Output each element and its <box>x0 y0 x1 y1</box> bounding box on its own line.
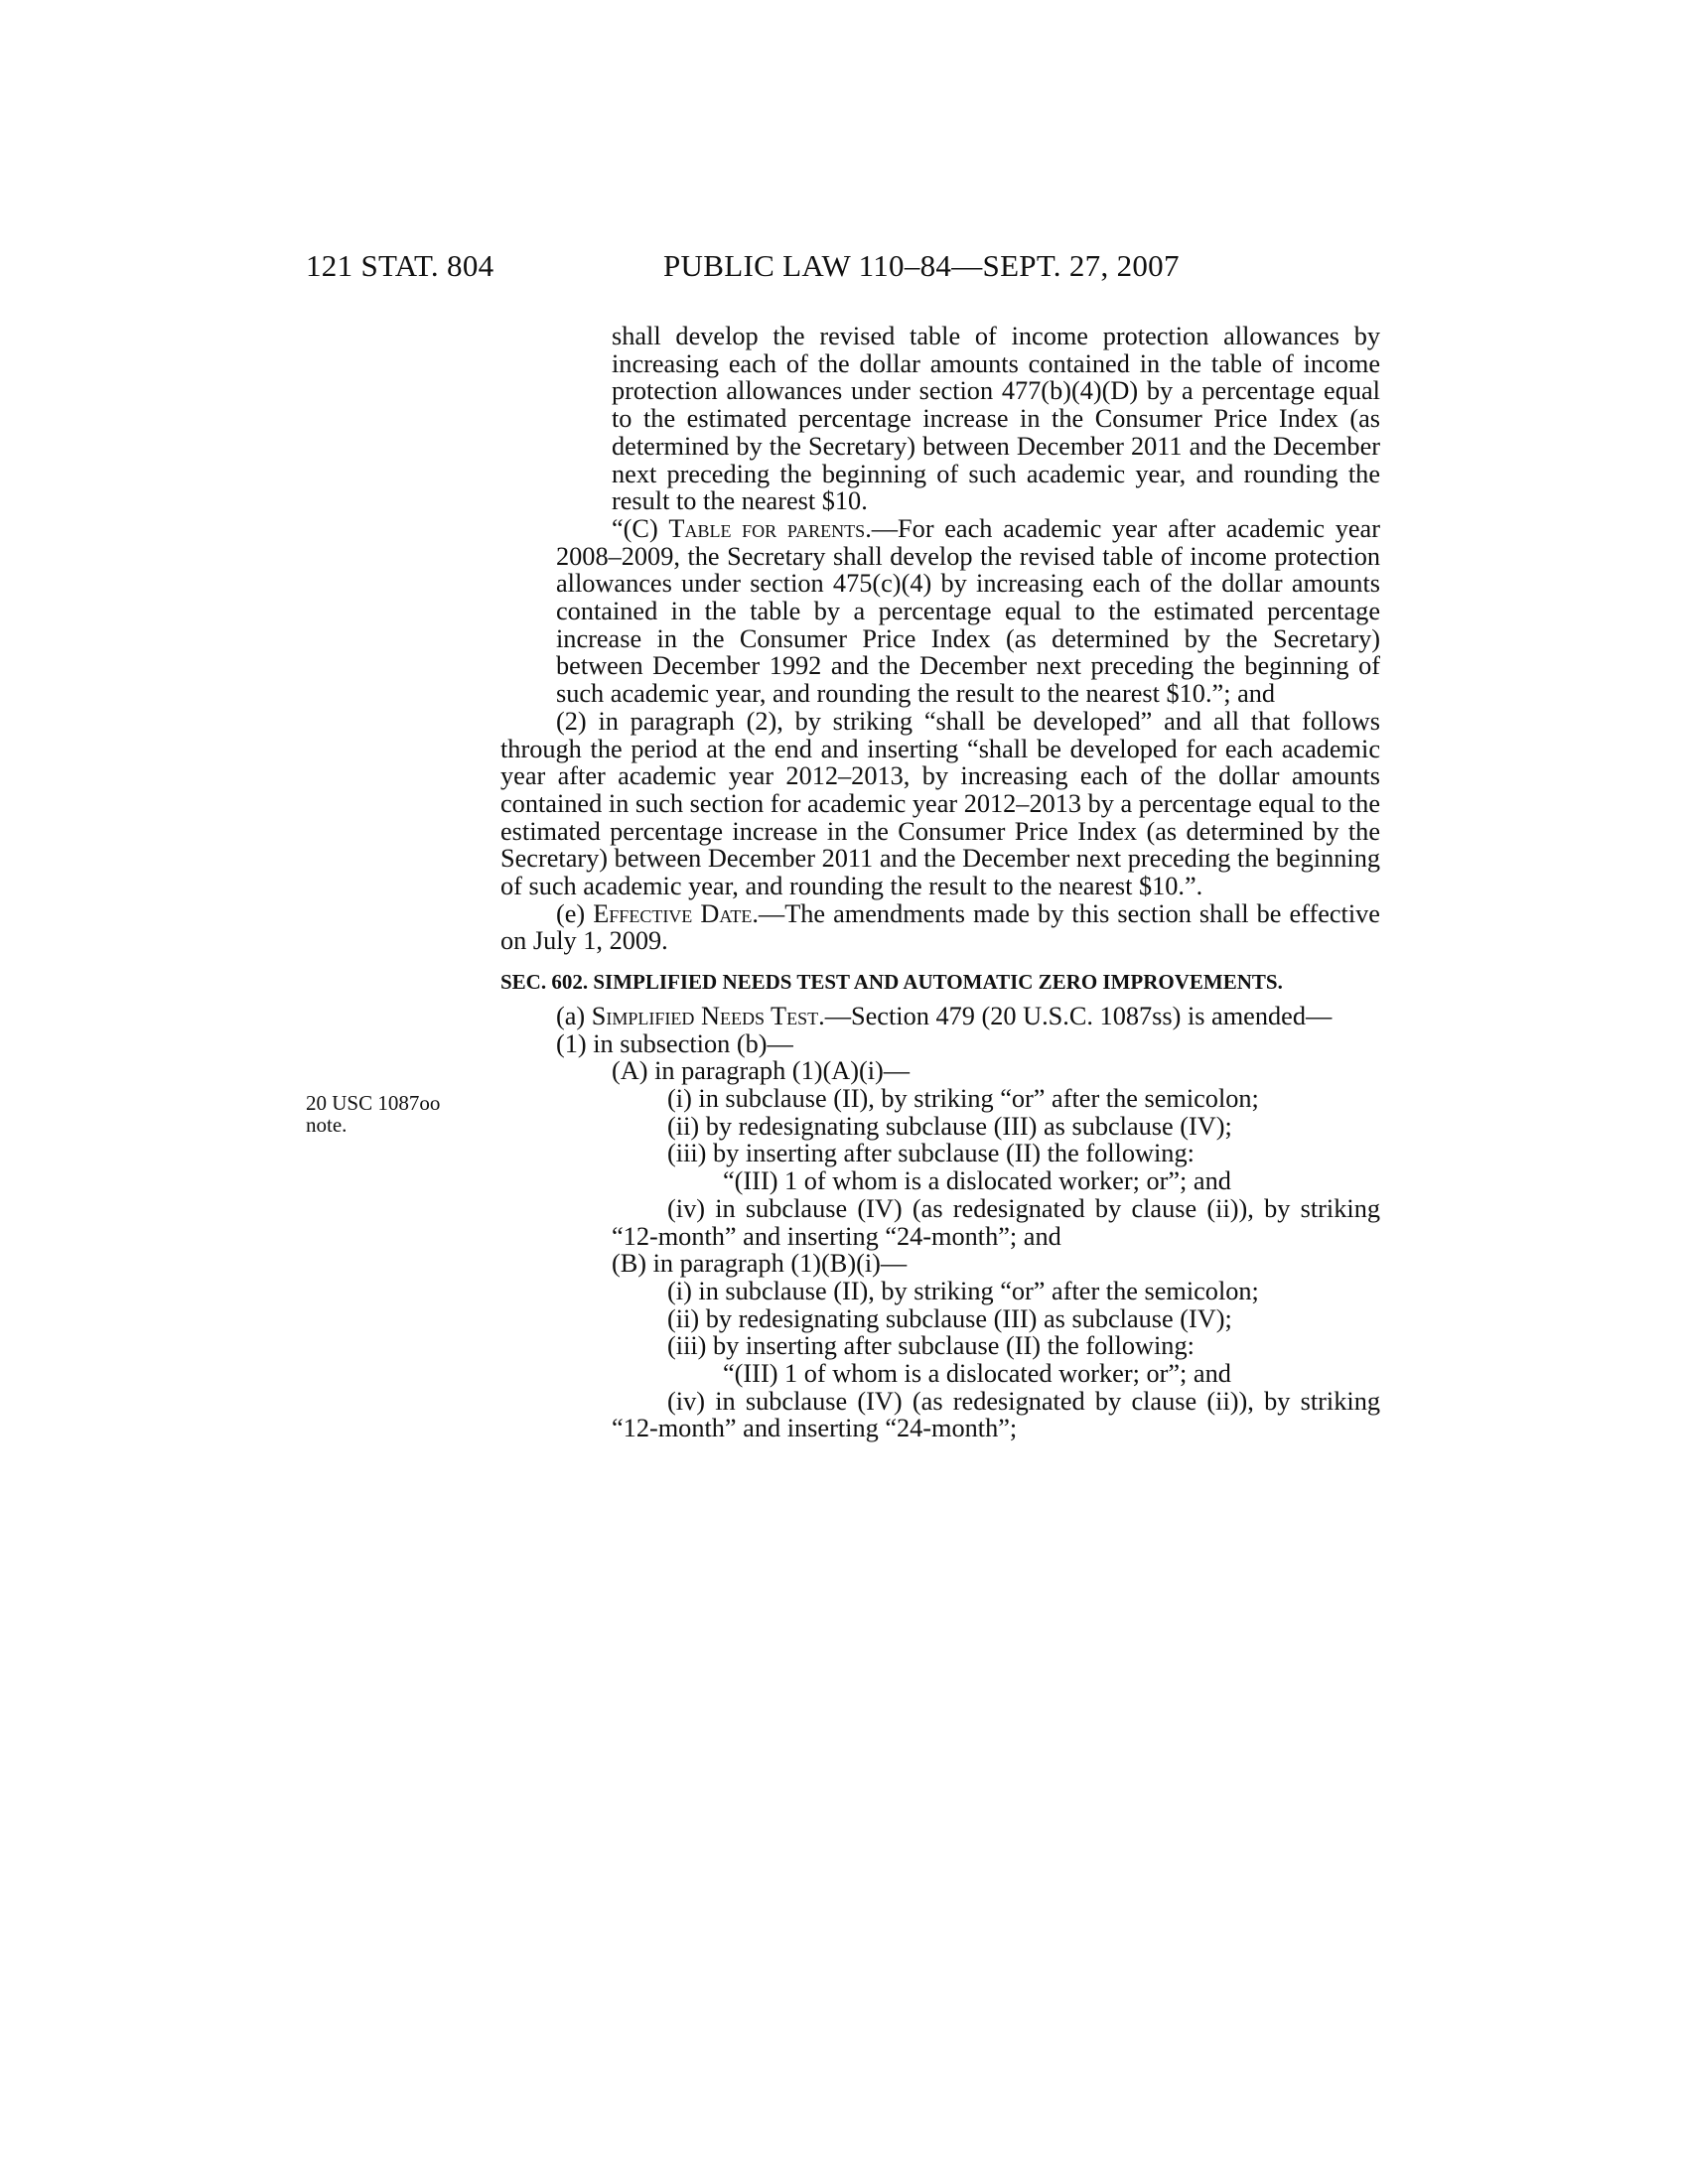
list-item-B-ii: (ii) by redesignating subclause (III) as subclause (IV); <box>667 1303 1232 1333</box>
list-item-B-i: (i) in subclause (II), by striking “or” after the semicolon; <box>667 1276 1259 1305</box>
subparagraph-c-body: .—For each academic year after academic year 2008–2009, the Secretary shall develop the revised table of income protection allowances under section 475(c)(4) by increasing each of the dollar amounts contained in the table by a percentage equal to the estimated percentage increase in the Consumer Price Index (as determined by the Secretary) between December 1992 and the December next preceding the beginning of such academic year, and rounding the result to the nearest $10.”; and <box>556 513 1380 709</box>
subsection-e-body: .—The amendments made by this section shall be effective on July 1, 2009. <box>500 898 1380 956</box>
subsection-e-heading: Effective Date <box>593 898 753 928</box>
list-item-B: (B) in paragraph (1)(B)(i)— <box>612 1249 908 1279</box>
list-item-B-iv: (iv) in subclause (IV) (as redesignated by clause (ii)), by striking “12-month” and inserting “24-month”; <box>612 1386 1380 1443</box>
subparagraph-c <box>500 515 1380 708</box>
subsection-a-prefix: (a) <box>556 1001 592 1030</box>
subparagraph-c-prefix: “(C) <box>612 513 669 543</box>
margin-note <box>306 1092 475 1136</box>
list-item-A-iv: (iv) in subclause (IV) (as redesignated by clause (ii)), by striking “12-month” and inserting “24-month”; and <box>612 1193 1380 1251</box>
list-item-B-iii-quote: “(III) 1 of whom is a dislocated worker; or”; and <box>723 1359 1231 1389</box>
subparagraph-c-heading: Table for parents <box>668 513 866 543</box>
list-item-B-iii: (iii) by inserting after subclause (II) the following: <box>667 1331 1195 1361</box>
law-title: PUBLIC LAW 110–84—SEPT. 27, 2007 <box>663 248 1180 283</box>
subsection-a <box>500 1003 1380 1030</box>
section-heading: SEC. 602. SIMPLIFIED NEEDS TEST AND AUTOMATIC ZERO IMPROVEMENTS. <box>500 970 1283 995</box>
list-item-A: (A) in paragraph (1)(A)(i)— <box>612 1056 911 1086</box>
margin-note-citation: 20 USC 1087oo <box>306 1091 441 1115</box>
subsection-a-heading: Simplified Needs Test <box>591 1001 819 1030</box>
subsection-a-body: .—Section 479 (20 U.S.C. 1087ss) is amended— <box>818 1001 1333 1030</box>
subsection-e <box>500 900 1380 955</box>
paragraph-continuation: shall develop the revised table of income protection allowances by increasing each of the dollar amounts contained in the table of income protection allowances under section 477(b)(4)(D) by a percentage equal to the estimated percentage increase in the Consumer Price Index (as determined by the Secretary) between December 2011 and the December next preceding the beginning of such academic year, and rounding the result to the nearest $10. <box>612 322 1380 516</box>
list-item-A-iii: (iii) by inserting after subclause (II) the following: <box>667 1139 1195 1168</box>
paragraph-2: (2) in paragraph (2), by striking “shall be developed” and all that follows through the period at the end and inserting “shall be developed for each academic year after academic year 2012–2013, by increasing each of the dollar amounts contained in such section for academic year 2012–2013 by a percentage equal to the estimated percentage increase in the Consumer Price Index (as determined by the Secretary) between December 2011 and the December next preceding the beginning of such academic year, and rounding the result to the nearest $10.”. <box>500 706 1380 901</box>
list-item-A-i: (i) in subclause (II), by striking “or” after the semicolon; <box>667 1083 1259 1113</box>
page-header <box>0 248 1688 288</box>
body-text <box>500 323 1380 1442</box>
margin-note-label: note. <box>306 1113 348 1137</box>
subsection-e-prefix: (e) <box>556 898 594 928</box>
statute-page-number: 121 STAT. 804 <box>306 248 494 283</box>
list-item-A-ii: (ii) by redesignating subclause (III) as subclause (IV); <box>667 1111 1232 1141</box>
list-item-A-iii-quote: “(III) 1 of whom is a dislocated worker; or”; and <box>723 1166 1231 1196</box>
list-item-1: (1) in subsection (b)— <box>556 1028 793 1058</box>
